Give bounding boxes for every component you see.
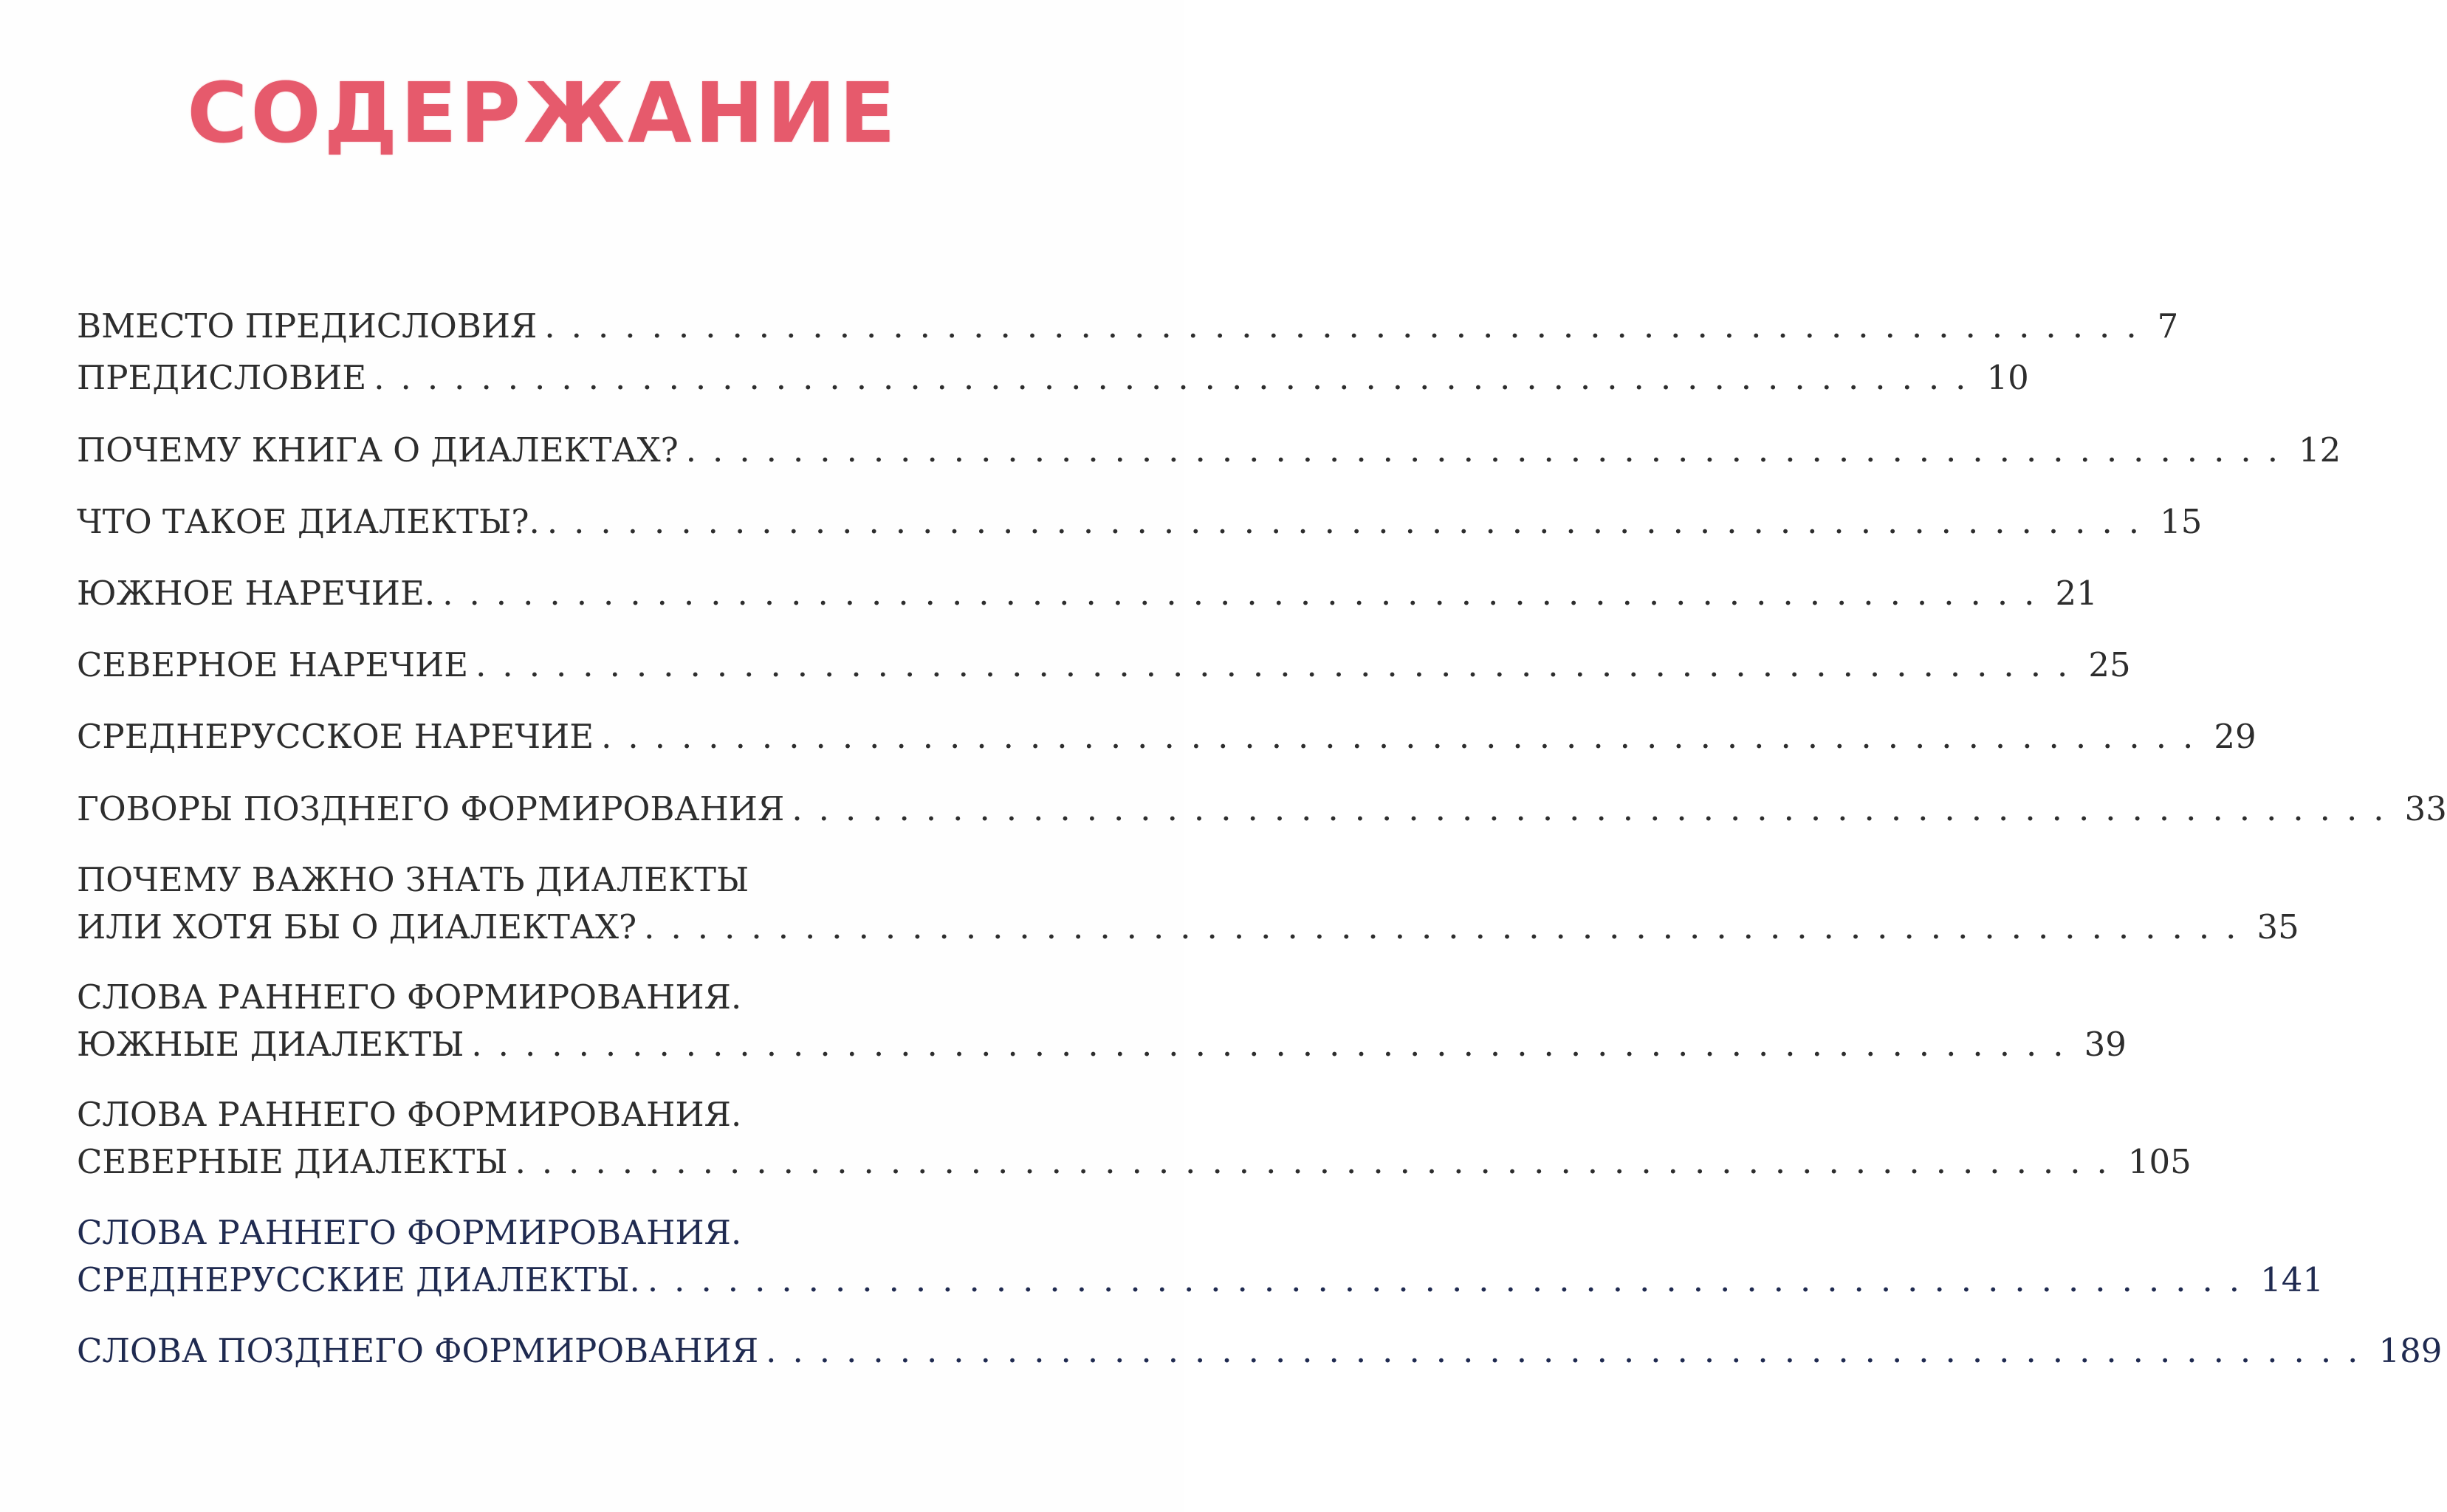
dot-leader: ............................................................ (792, 789, 2400, 828)
toc-entry-title-line: ВМЕСТО ПРЕДИСЛОВИЯ (77, 306, 538, 346)
dot-leader: ............................................................ (546, 502, 2156, 541)
toc-entry[interactable] (77, 642, 2131, 689)
toc-entry-row (77, 1138, 2192, 1186)
toc-entry[interactable] (77, 354, 2029, 402)
toc-entry[interactable] (77, 1209, 2324, 1304)
toc-page-number: 7 (2157, 306, 2179, 346)
toc-entry[interactable] (77, 427, 2341, 474)
page-title: СОДЕРЖАНИЕ (187, 66, 899, 162)
toc-page-number: 25 (2088, 645, 2131, 684)
toc-entry-title-line: ГОВОРЫ ПОЗДНЕГО ФОРМИРОВАНИЯ (77, 789, 785, 828)
dot-leader: ............................................................ (374, 358, 1983, 397)
toc-page-number: 189 (2378, 1331, 2443, 1370)
dot-leader: ............................................................ (544, 306, 2153, 346)
toc-page-number: 35 (2256, 907, 2299, 946)
toc-entry-title-line: СЛОВА ПОЗДНЕГО ФОРМИРОВАНИЯ (77, 1331, 759, 1370)
toc-entry[interactable] (77, 1327, 2443, 1375)
toc-entry-row (77, 498, 2203, 546)
toc-entry[interactable] (77, 713, 2256, 760)
dot-leader: ............................................................ (515, 1142, 2124, 1181)
toc-entry-row (77, 713, 2256, 760)
toc-entry-row (77, 786, 2447, 833)
dot-leader: ............................................................ (601, 717, 2210, 756)
toc-page-number: 33 (2404, 789, 2447, 828)
toc-entry-title-line: ЮЖНОЕ НАРЕЧИЕ. (77, 574, 436, 613)
toc-page-number: 10 (1986, 358, 2029, 397)
toc-entry[interactable] (77, 1091, 2192, 1186)
toc-entry-title-line: ПРЕДИСЛОВИЕ (77, 358, 367, 397)
toc-entry-title-line: СЛОВА РАННЕГО ФОРМИРОВАНИЯ. (77, 977, 742, 1017)
toc-entry-title-line: СЛОВА РАННЕГО ФОРМИРОВАНИЯ. (77, 1213, 742, 1252)
toc-page-number: 12 (2299, 430, 2341, 470)
toc-page-number: 39 (2084, 1025, 2127, 1064)
toc-entry-title-line: СЕВЕРНЫЕ ДИАЛЕКТЫ (77, 1142, 508, 1181)
toc-entry-title-line: ПОЧЕМУ ВАЖНО ЗНАТЬ ДИАЛЕКТЫ (77, 860, 749, 899)
toc-entry-title-line: ЮЖНЫЕ ДИАЛЕКТЫ (77, 1025, 464, 1064)
toc-entry-title-line: ИЛИ ХОТЯ БЫ О ДИАЛЕКТАХ? (77, 907, 637, 946)
dot-leader: ............................................................ (644, 907, 2253, 946)
toc-entry-title-line: ПОЧЕМУ КНИГА О ДИАЛЕКТАХ? (77, 430, 679, 470)
toc-entry[interactable] (77, 498, 2203, 546)
toc-entry[interactable] (77, 303, 2179, 350)
toc-page-number: 29 (2214, 717, 2256, 756)
toc-entry-title-line: СРЕДНЕРУССКОЕ НАРЕЧИЕ (77, 717, 594, 756)
dot-leader: ............................................................ (442, 574, 2051, 613)
toc-entry-title-line: СЛОВА РАННЕГО ФОРМИРОВАНИЯ. (77, 1095, 742, 1134)
toc-entry-row (77, 904, 2299, 951)
toc-entry[interactable] (77, 786, 2447, 833)
toc-page-number: 21 (2055, 574, 2098, 613)
dot-leader: ............................................................ (685, 430, 2295, 470)
toc-entry-row (77, 303, 2179, 350)
toc-entry[interactable] (77, 856, 2299, 951)
dot-leader: ............................................................ (647, 1260, 2256, 1299)
toc-entry-row (77, 570, 2098, 617)
toc-entry-row (77, 354, 2029, 402)
dot-leader: ............................................................ (471, 1025, 2080, 1064)
toc-entry-title-line: СРЕДНЕРУССКИЕ ДИАЛЕКТЫ. (77, 1260, 640, 1299)
toc-entry-title-line: СЕВЕРНОЕ НАРЕЧИЕ (77, 645, 469, 684)
toc-entry-title-line: ЧТО ТАКОЕ ДИАЛЕКТЫ?. (77, 502, 540, 541)
toc-entry-row (77, 427, 2341, 474)
toc-entry-row (77, 1021, 2127, 1068)
dot-leader: ............................................................ (766, 1331, 2375, 1370)
toc-page-number: 141 (2260, 1260, 2324, 1299)
toc-entry[interactable] (77, 974, 2127, 1068)
toc-page-number: 15 (2160, 502, 2203, 541)
dot-leader: ............................................................ (476, 645, 2084, 684)
toc-entry[interactable] (77, 570, 2098, 617)
toc-entry-row (77, 1327, 2443, 1375)
toc-entry-row (77, 1257, 2324, 1304)
toc-page-number: 105 (2127, 1142, 2192, 1181)
toc-entry-row (77, 642, 2131, 689)
